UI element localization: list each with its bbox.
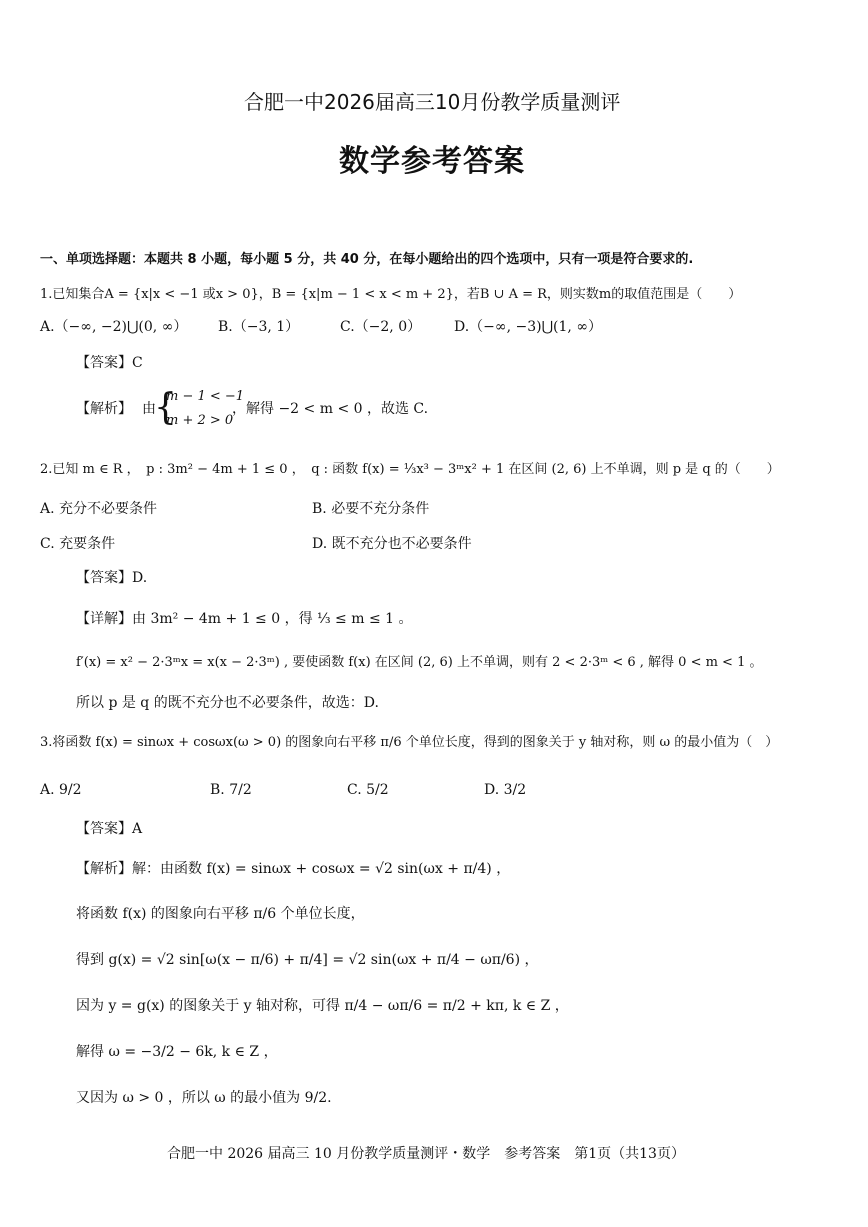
q3-answer: 【答案】A: [76, 821, 143, 837]
q2-option-b: B. 必要不充分条件: [312, 501, 430, 517]
q3-option-b: B. 7/2: [210, 782, 252, 798]
q1-option-b: B.（−3, 1）: [218, 319, 300, 335]
q1-brace: {: [154, 387, 177, 428]
question-3-stem: 3.将函数 f(x) = sinωx + cosωx(ω > 0) 的图象向右平移 π/6 个单位长度，得到的图象关于 y 轴对称，则 ω 的最小值为（ ）: [40, 735, 779, 750]
q1-option-a: A.（−∞, −2)⋃(0, ∞）: [40, 319, 188, 335]
q3-analysis-6: 又因为 ω > 0 ，所以 ω 的最小值为 9/2.: [76, 1090, 332, 1106]
q3-analysis-2: 将函数 f(x) 的图象向右平移 π/6 个单位长度，: [76, 906, 365, 922]
q3-analysis-1: 【解析】解：由函数 f(x) = sinωx + cosωx = √2 sin(ωx + π/4) ，: [76, 861, 511, 877]
q2-detail-2: f′(x) = x² − 2·3ᵐx = x(x − 2·3ᵐ) , 要使函数 f(x) 在区间 (2, 6) 上不单调，则有 2 < 2·3ᵐ < 6 , 解得 0 < m < 1 。: [76, 655, 763, 670]
q2-answer: 【答案】D.: [76, 570, 148, 586]
q2-detail-3: 所以 p 是 q 的既不充分也不必要条件，故选：D.: [76, 695, 379, 711]
q1-analysis-suffix: ，解得 −2 < m < 0 ，故选 C.: [232, 401, 429, 417]
q1-analysis-prefix: 由: [142, 401, 156, 417]
q3-option-a: A. 9/2: [40, 782, 82, 798]
q3-option-d: D. 3/2: [484, 782, 527, 798]
q1-system-line-2: m + 2 > 0: [166, 413, 234, 428]
q1-answer: 【答案】C: [76, 355, 143, 371]
q3-analysis-5: 解得 ω = −3/2 − 6k, k ∈ Z ，: [76, 1044, 278, 1060]
page-footer: 合肥一中 2026 届高三 10 月份教学质量测评・数学 参考答案 第1页（共13页）: [167, 1146, 685, 1162]
page-title: 合肥一中2026届高三10月份教学质量测评: [244, 90, 621, 114]
q2-detail-1: 【详解】由 3m² − 4m + 1 ≤ 0 ，得 ⅓ ≤ m ≤ 1 。: [76, 611, 413, 627]
q2-option-a: A. 充分不必要条件: [40, 501, 158, 517]
page-subtitle: 数学参考答案: [339, 144, 525, 179]
q3-option-c: C. 5/2: [347, 782, 389, 798]
q2-option-d: D. 既不充分也不必要条件: [312, 536, 472, 552]
q1-analysis-label: 【解析】: [76, 401, 132, 417]
q1-system-line-1: m − 1 < −1: [166, 389, 245, 404]
q3-analysis-4: 因为 y = g(x) 的图象关于 y 轴对称，可得 π/4 − ωπ/6 = π/2 + kπ, k ∈ Z ，: [76, 998, 569, 1014]
q1-option-d: D.（−∞, −3)⋃(1, ∞）: [454, 319, 602, 335]
question-1-stem: 1.已知集合A = {x|x < −1 或x > 0}，B = {x|m − 1 < x < m + 2}，若B ∪ A = R，则实数m的取值范围是（ ）: [40, 287, 742, 302]
q1-option-c: C.（−2, 0）: [340, 319, 422, 335]
q3-analysis-3: 得到 g(x) = √2 sin[ω(x − π/6) + π/4] = √2 sin(ωx + π/4 − ωπ/6) ，: [76, 952, 539, 968]
question-2-stem: 2.已知 m ∈ R ， p : 3m² − 4m + 1 ≤ 0 ， q : 函数 f(x) = ⅓x³ − 3ᵐx² + 1 在区间 (2, 6) 上不单调，则 p 是 q 的（ ）: [40, 462, 780, 477]
section-heading: 一、单项选择题：本题共 8 小题，每小题 5 分，共 40 分，在每小题给出的四个选项中，只有一项是符合要求的.: [40, 252, 694, 267]
q2-option-c: C. 充要条件: [40, 536, 116, 552]
